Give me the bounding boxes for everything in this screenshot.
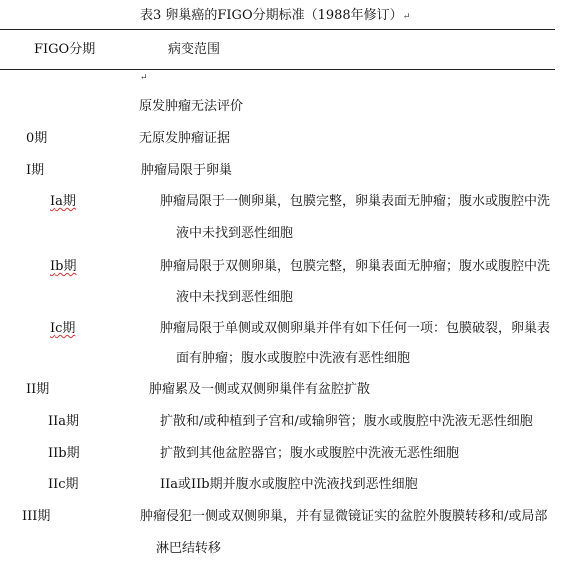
range-text: 原发肿瘤无法评价 xyxy=(139,99,244,114)
header-rule xyxy=(0,69,555,70)
range-text: 肿瘤累及一侧或双侧卵巢伴有盆腔扩散 xyxy=(149,382,371,397)
stage-label-prefix: I xyxy=(50,321,56,336)
range-text: 肿瘤局限于卵巢 xyxy=(141,163,233,178)
stage-label: 0期 xyxy=(26,131,48,146)
stage-label-prefix: II xyxy=(48,414,59,429)
range-text: 肿瘤侵犯一侧或双侧卵巢，并有显微镜证实的盆腔外腹膜转移和/或局部 xyxy=(140,509,548,524)
stage-label-suffix: a期 xyxy=(55,194,76,209)
stage-label-suffix: b期 xyxy=(55,259,77,274)
stage-label-prefix: II xyxy=(48,446,59,461)
stage-label xyxy=(50,258,76,276)
stage-label: II期 xyxy=(26,382,50,397)
range-text: 肿瘤局限于一侧卵巢，包膜完整，卵巢表面无肿瘤；腹水或腹腔中洗 xyxy=(160,194,551,209)
top-rule xyxy=(0,29,555,30)
range-text: IIa或IIb期并腹水或腹腔中洗液找到恶性细胞 xyxy=(160,477,418,492)
stage-label xyxy=(48,445,80,463)
stage-label-prefix: I xyxy=(50,259,56,274)
paragraph-mark-icon: ↵ xyxy=(140,73,148,83)
header-stage: FIGO分期 xyxy=(34,42,96,57)
range-text: 液中未找到恶性细胞 xyxy=(176,290,294,305)
table-title xyxy=(140,4,410,23)
stage-label-suffix: c期 xyxy=(58,477,79,492)
stage-label-prefix: I xyxy=(50,194,56,209)
range-text: 面有肿瘤；腹水或腹腔中洗液有恶性细胞 xyxy=(176,351,411,366)
range-text: 扩散和/或种植到子宫和/或输卵管；腹水或腹腔中洗液无恶性细胞 xyxy=(160,414,533,429)
stage-label xyxy=(50,320,75,338)
range-text: 淋巴结转移 xyxy=(156,541,222,556)
range-text: 液中未找到恶性细胞 xyxy=(176,226,294,241)
range-text: 扩散到其他盆腔器官；腹水或腹腔中洗液无恶性细胞 xyxy=(160,446,460,461)
stage-label xyxy=(50,193,76,211)
paragraph-mark-icon: ↵ xyxy=(402,12,411,22)
stage-label xyxy=(48,476,79,494)
stage-label xyxy=(48,413,79,431)
stage-label: I期 xyxy=(26,163,45,178)
stage-label-suffix: a期 xyxy=(58,414,80,429)
stage-label: III期 xyxy=(22,509,51,524)
range-text: 肿瘤局限于单侧或双侧卵巢并伴有如下任何一项：包膜破裂，卵巢表 xyxy=(160,321,551,336)
table-title-text: 表3 卵巢癌的FIGO分期标准（1988年修订） xyxy=(140,8,403,23)
range-text: 无原发肿瘤证据 xyxy=(139,131,231,146)
range-text: 肿瘤局限于双侧卵巢，包膜完整，卵巢表面无肿瘤；腹水或腹腔中洗 xyxy=(160,259,551,274)
stage-label-suffix: b期 xyxy=(58,446,80,461)
stage-label-prefix: II xyxy=(48,477,59,492)
header-range: 病变范围 xyxy=(168,42,221,57)
stage-label-suffix: c期 xyxy=(55,321,76,336)
